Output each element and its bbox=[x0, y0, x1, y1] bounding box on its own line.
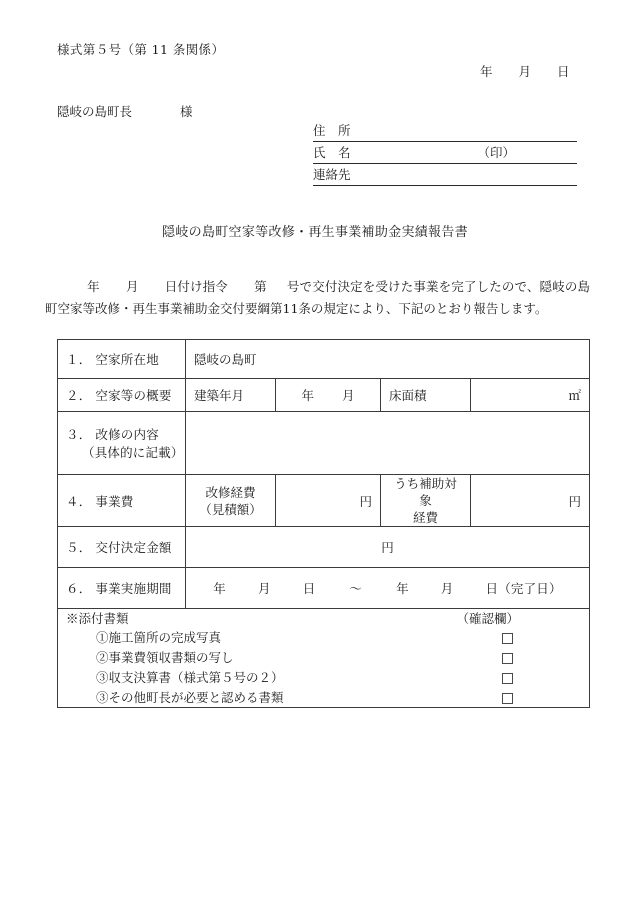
confirm-column-heading: （確認欄） bbox=[456, 611, 519, 626]
floor-area-value-cell[interactable] bbox=[471, 379, 590, 412]
attachment-checkbox-wrap bbox=[447, 650, 567, 665]
build-date-label-cell bbox=[186, 379, 276, 412]
row3-label: 改修の内容 bbox=[95, 427, 159, 442]
table-row bbox=[58, 568, 590, 609]
row-label-grant-amount bbox=[58, 527, 186, 568]
renovation-cost-value-cell[interactable] bbox=[276, 475, 381, 527]
row-label-period bbox=[58, 568, 186, 609]
date-month-label: 月 bbox=[518, 64, 532, 79]
period-value-cell[interactable] bbox=[186, 568, 590, 609]
period-from-day: 日 bbox=[302, 581, 316, 596]
row3-label-sub: （具体的に記載） bbox=[82, 445, 184, 460]
form-number: 様式第５号（第 11 条関係） bbox=[57, 42, 225, 57]
body-line2: の島町空家等改修・再生事業補助金交付要綱第11条の規定により、下記のとおり報告します。 bbox=[45, 279, 590, 316]
period-from-year: 年 bbox=[213, 581, 226, 596]
build-date-value-cell[interactable] bbox=[276, 379, 381, 412]
checkbox-icon[interactable] bbox=[502, 653, 513, 664]
applicant-contact-label: 連絡先 bbox=[313, 167, 351, 182]
table-row bbox=[58, 412, 590, 475]
attachment-checkbox-wrap bbox=[447, 670, 567, 685]
row1-number: １． bbox=[66, 352, 92, 367]
floor-area-unit: ㎡ bbox=[568, 388, 581, 403]
subsidy-target-value-cell[interactable] bbox=[471, 475, 590, 527]
attachments-list bbox=[66, 627, 581, 707]
period-from-month: 月 bbox=[257, 581, 271, 596]
renovation-cost-label-line2: （見積額） bbox=[199, 501, 262, 517]
row6-label: 事業実施期間 bbox=[95, 581, 172, 596]
date-day-label: 日 bbox=[557, 64, 570, 79]
subsidy-target-label-cell bbox=[381, 475, 471, 527]
renovation-cost-label-cell bbox=[186, 475, 276, 527]
period-tilde: ～ bbox=[349, 581, 363, 596]
body-year: 年 bbox=[87, 279, 100, 294]
period-to-year: 年 bbox=[396, 581, 409, 596]
row5-label: 交付決定金額 bbox=[95, 540, 172, 555]
row3-number: ３． bbox=[66, 427, 92, 442]
row-label-renovation bbox=[58, 412, 186, 475]
checkbox-icon[interactable] bbox=[502, 673, 513, 684]
applicant-name-label: 氏 名 bbox=[313, 145, 351, 160]
attachment-label: ③その他町長が必要と認める書類 bbox=[96, 690, 284, 705]
applicant-address-row bbox=[313, 120, 577, 142]
checkbox-icon[interactable] bbox=[502, 693, 513, 704]
period-to-day: 日（完了日） bbox=[485, 581, 562, 596]
attachments-heading: ※添付書類 bbox=[66, 611, 129, 626]
table-row bbox=[58, 475, 590, 527]
table-row bbox=[58, 379, 590, 412]
build-month-label: 月 bbox=[342, 388, 355, 403]
applicant-name-row bbox=[313, 142, 577, 164]
subsidy-target-label-line1: うち補助対象 bbox=[394, 476, 457, 508]
addressee-name: 隠岐の島町長 bbox=[57, 104, 133, 119]
row-label-outline bbox=[58, 379, 186, 412]
attachments-cell bbox=[58, 609, 590, 708]
attachment-label: ③収支決算書（様式第５号の２） bbox=[96, 670, 284, 685]
applicant-contact-row bbox=[313, 164, 577, 186]
row3-value-cell[interactable] bbox=[186, 412, 590, 475]
row-label-location bbox=[58, 340, 186, 379]
row-label-project-cost bbox=[58, 475, 186, 527]
grant-amount-unit: 円 bbox=[381, 540, 394, 555]
report-table bbox=[57, 339, 590, 708]
body-number-prefix: 第 bbox=[253, 279, 267, 294]
attachment-checkbox-wrap bbox=[447, 630, 567, 645]
body-day-order: 日付け指令 bbox=[164, 279, 228, 294]
row2-number: ２． bbox=[66, 388, 92, 403]
row1-label: 空家所在地 bbox=[95, 352, 159, 367]
subsidy-target-label-line2: 経費 bbox=[412, 510, 438, 525]
page-title: 隠岐の島町空家等改修・再生事業補助金実績報告書 bbox=[162, 225, 468, 240]
body-number-suffix: 号で交付決定を受けた事業を完了したので、隠岐 bbox=[286, 279, 565, 294]
build-date-label: 建築年月 bbox=[194, 388, 245, 403]
applicant-address-label: 住 所 bbox=[313, 123, 351, 138]
attachment-label: ②事業費領収書類の写し bbox=[96, 650, 234, 665]
addressee-honorific: 様 bbox=[180, 104, 193, 119]
table-row bbox=[58, 609, 590, 708]
renovation-cost-unit: 円 bbox=[359, 493, 372, 509]
attachments-header bbox=[66, 609, 581, 627]
floor-area-label-cell bbox=[381, 379, 471, 412]
attachment-checkbox-wrap bbox=[447, 690, 567, 705]
row5-number: ５． bbox=[66, 540, 92, 555]
seal-mark: （印） bbox=[477, 145, 515, 160]
attachment-label: ①施工箇所の完成写真 bbox=[96, 630, 222, 645]
table-row bbox=[58, 340, 590, 379]
body-paragraph bbox=[45, 276, 590, 320]
list-item bbox=[66, 627, 581, 647]
submission-date-line bbox=[480, 62, 570, 80]
addressee-line bbox=[57, 102, 193, 120]
row4-number: ４． bbox=[66, 493, 92, 509]
row2-label: 空家等の概要 bbox=[95, 388, 172, 403]
row1-value-cell[interactable] bbox=[186, 340, 590, 379]
floor-area-label: 床面積 bbox=[389, 388, 427, 403]
grant-amount-value-cell[interactable] bbox=[186, 527, 590, 568]
build-year-label: 年 bbox=[301, 388, 314, 403]
body-month: 月 bbox=[125, 279, 139, 294]
checkbox-icon[interactable] bbox=[502, 633, 513, 644]
renovation-cost-label-line1: 改修経費 bbox=[205, 484, 256, 500]
table-row bbox=[58, 527, 590, 568]
row1-value: 隠岐の島町 bbox=[194, 352, 257, 367]
date-year-label: 年 bbox=[480, 64, 493, 79]
row4-label: 事業費 bbox=[95, 493, 134, 509]
subsidy-target-unit: 円 bbox=[568, 493, 581, 509]
list-item bbox=[66, 667, 581, 687]
row6-number: ６． bbox=[66, 581, 92, 596]
list-item bbox=[66, 687, 581, 707]
list-item bbox=[66, 647, 581, 667]
period-to-month: 月 bbox=[440, 581, 454, 596]
applicant-block bbox=[313, 120, 577, 186]
